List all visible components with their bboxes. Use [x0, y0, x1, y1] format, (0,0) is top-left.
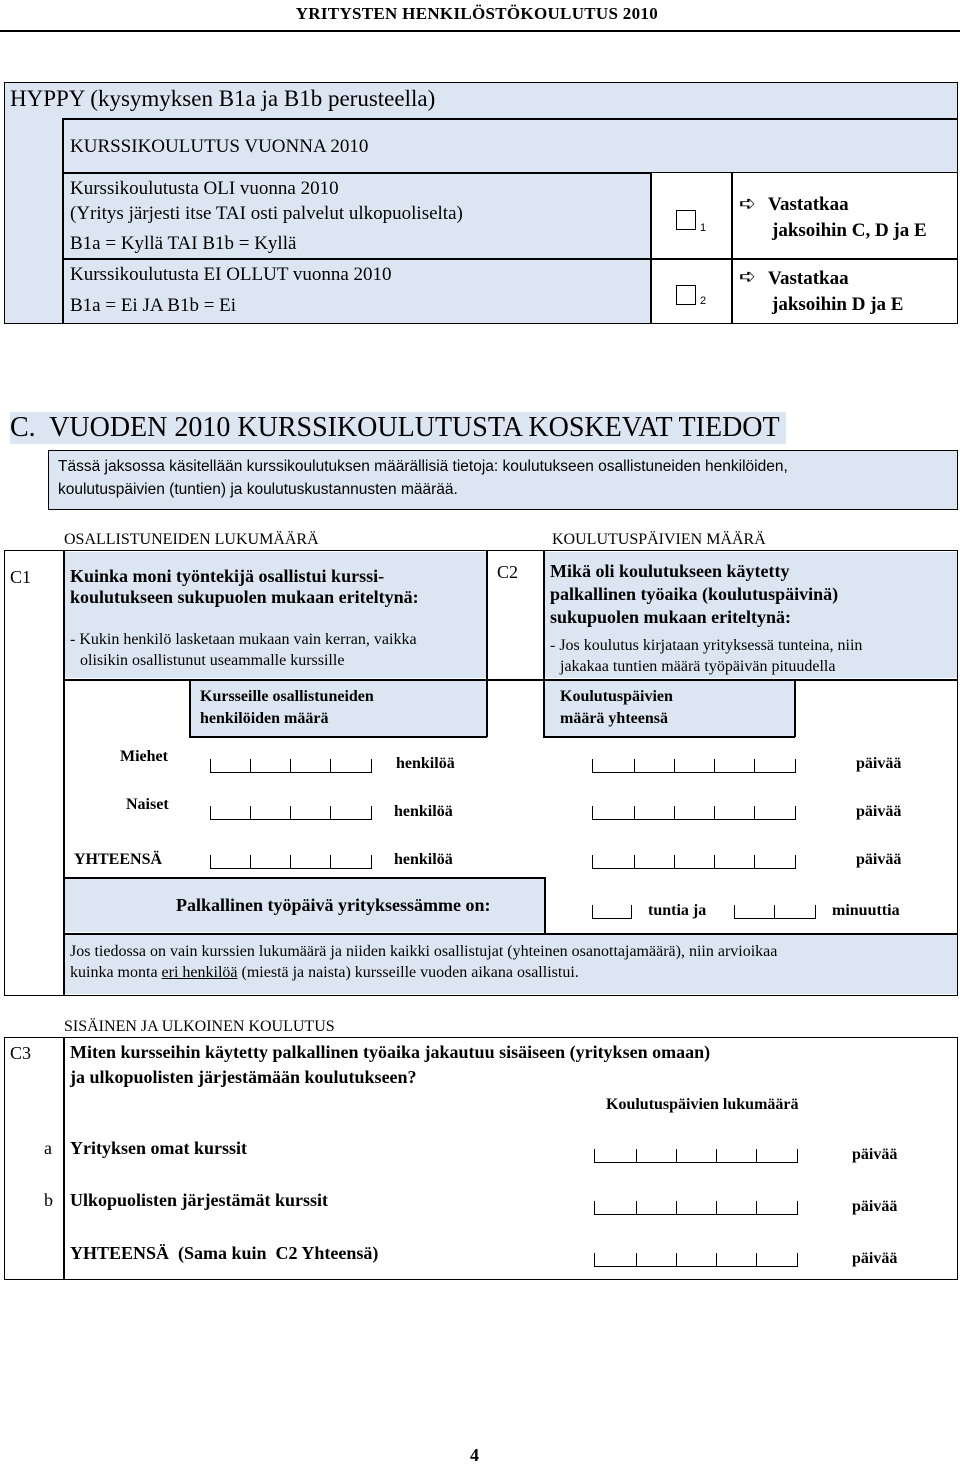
naiset-persons-unit: henkilöä: [394, 803, 453, 820]
c1-code: C1: [10, 567, 32, 587]
hyppy-opt1-action2: jaksoihin C, D ja E: [772, 220, 927, 241]
c3-question-line2: ja ulkopuolisten järjestämään koulutukseen?: [70, 1067, 417, 1087]
naiset-days-input[interactable]: [592, 804, 796, 820]
colhead-bottom-rule-2: [543, 736, 795, 738]
c2-note-line2: jakakaa tuntien määrä työpäivän pituudella: [560, 658, 836, 675]
hyppy-opt1-code: 1: [700, 222, 707, 234]
footnote-line2-underlined: eri henkilöä: [161, 964, 238, 981]
c2-column-header-line2: määrä yhteensä: [560, 710, 668, 727]
hyppy-opt1-action1: Vastatkaa: [768, 194, 849, 215]
hyppy-opt1-line2: (Yritys järjesti itse TAI osti palvelut ulkopuoliselta): [70, 203, 463, 224]
workday-right-rule: [544, 877, 546, 934]
c3-row-a-label: Yrityksen omat kurssit: [70, 1138, 248, 1158]
c3-left-rule: [63, 1037, 65, 1279]
c3-row-total-label: YHTEENSÄ (Sama kuin C2 Yhteensä): [70, 1243, 379, 1263]
page-header: YRITYSTEN HENKILÖSTÖKOULUTUS 2010: [295, 4, 658, 23]
hyppy-title-rule: [62, 118, 958, 120]
miehet-days-unit: päivää: [856, 755, 902, 772]
miehet-persons-input[interactable]: [210, 757, 372, 773]
c1-column-header-line2: henkilöiden määrä: [200, 710, 329, 727]
miehet-days-input[interactable]: [592, 757, 796, 773]
hyppy-divider-2: [731, 172, 733, 323]
c2-colhead-right: [794, 679, 796, 737]
footnote-line2-pre: kuinka monta: [70, 964, 162, 981]
row-label-yhteensa: YHTEENSÄ: [74, 851, 163, 868]
c1-question-line1: Kuinka moni työntekijä osallistui kurssi-: [70, 566, 385, 586]
c2-question-line1: Mikä oli koulutukseen käytetty: [550, 561, 790, 581]
c3-row-a-code: a: [44, 1138, 52, 1158]
hyppy-inner-left: [62, 118, 64, 323]
c3-question-line1: Miten kursseihin käytetty palkallinen työaika jakautuu sisäiseen (yrityksen omaan): [70, 1042, 711, 1062]
arrow-right-icon: ➪: [739, 264, 756, 288]
c3-row-b-unit: päivää: [852, 1198, 898, 1215]
c1-note-line1: - Kukin henkilö lasketaan mukaan vain kerran, vaikka: [70, 631, 417, 648]
page-number: 4: [470, 1445, 479, 1465]
workday-top-rule: [63, 877, 545, 879]
c3-code: C3: [10, 1043, 32, 1063]
c1-left-rule: [63, 550, 65, 995]
hyppy-mid-rule: [62, 258, 958, 260]
row-label-miehet: Miehet: [120, 748, 168, 765]
c1-c2-divider: [486, 550, 488, 680]
c3-row-a-unit: päivää: [852, 1146, 898, 1163]
c2-heading: KOULUTUSPÄIVIEN MÄÄRÄ: [552, 531, 766, 548]
footnote-line2: [70, 964, 579, 982]
c1-note-line2: olisikin osallistunut useammalle kurssille: [80, 652, 345, 669]
question-bottom-rule: [63, 679, 958, 681]
total-days-unit: päivää: [856, 851, 902, 868]
hyppy-opt2-line2: B1a = Ei JA B1b = Ei: [70, 295, 237, 316]
c3-external-courses-input[interactable]: [594, 1199, 798, 1215]
c1-colhead-right: [486, 679, 488, 737]
c2-colhead-left: [543, 679, 545, 737]
c2-question-line2: palkallinen työaika (koulutuspäivinä): [550, 584, 839, 604]
naiset-persons-input[interactable]: [210, 804, 372, 820]
section-intro-line1: Tässä jaksossa käsitellään kurssikoulutuksen määrällisiä tietoja: koulutukseen osallistuneiden henkilöiden,: [58, 458, 788, 475]
c3-total-input[interactable]: [594, 1251, 798, 1267]
workday-hours-label: tuntia ja: [648, 902, 707, 919]
c2-code: C2: [497, 562, 519, 582]
colhead-bottom-rule: [189, 736, 487, 738]
footnote-line2-post: (miestä ja naista) kursseille vuoden aikana osallistui.: [237, 964, 579, 981]
footnote-top-rule: [63, 933, 958, 935]
hyppy-title: HYPPY (kysymyksen B1a ja B1b perusteella): [10, 86, 436, 111]
total-persons-input[interactable]: [210, 853, 372, 869]
workday-minutes-input[interactable]: [734, 903, 816, 919]
naiset-days-unit: päivää: [856, 803, 902, 820]
c2-left-rule: [543, 550, 545, 680]
c3-column-header: Koulutuspäivien lukumäärä: [606, 1096, 799, 1113]
c3-own-courses-input[interactable]: [594, 1147, 798, 1163]
c2-column-header-line1: Koulutuspäivien: [560, 688, 673, 705]
c1-heading: OSALLISTUNEIDEN LUKUMÄÄRÄ: [64, 531, 319, 548]
c2-question-line3: sukupuolen mukaan eriteltynä:: [550, 607, 792, 627]
workday-minutes-label: minuuttia: [832, 902, 900, 919]
c3-row-b-label: Ulkopuolisten järjestämät kurssit: [70, 1190, 329, 1210]
hyppy-opt1-line3: B1a = Kyllä TAI B1b = Kyllä: [70, 233, 297, 254]
c1-question-line2: koulutukseen sukupuolen mukaan eriteltynä:: [70, 587, 419, 607]
c3-row-b-code: b: [44, 1190, 53, 1210]
workday-hours-input[interactable]: [592, 903, 632, 919]
section-title: C. VUODEN 2010 KURSSIKOULUTUSTA KOSKEVAT TIEDOT: [10, 412, 786, 444]
hyppy-opt2-line1: Kurssikoulutusta EI OLLUT vuonna 2010: [70, 264, 392, 285]
header-rule: [0, 30, 960, 32]
section-intro-line2: koulutuspäivien (tuntien) ja koulutuskustannusten määrää.: [58, 481, 458, 498]
total-persons-unit: henkilöä: [394, 851, 453, 868]
c1-column-header-line1: Kursseille osallistuneiden: [200, 688, 374, 705]
c2-note-line1: - Jos koulutus kirjataan yrityksessä tunteina, niin: [550, 637, 863, 654]
hyppy-opt2-action1: Vastatkaa: [768, 268, 849, 289]
hyppy-subtitle: KURSSIKOULUTUS VUONNA 2010: [70, 136, 369, 157]
c3-heading: SISÄINEN JA ULKOINEN KOULUTUS: [64, 1018, 335, 1035]
c1-colhead-left: [189, 679, 191, 737]
arrow-right-icon: ➪: [739, 191, 756, 215]
total-days-input[interactable]: [592, 853, 796, 869]
workday-label: Palkallinen työpäivä yrityksessämme on:: [176, 895, 491, 915]
hyppy-opt1-checkbox[interactable]: [676, 210, 696, 230]
miehet-persons-unit: henkilöä: [396, 755, 455, 772]
hyppy-opt2-code: 2: [700, 295, 707, 307]
c3-row-total-unit: päivää: [852, 1250, 898, 1267]
hyppy-opt1-line1: Kurssikoulutusta OLI vuonna 2010: [70, 178, 339, 199]
row-label-naiset: Naiset: [126, 796, 169, 813]
footnote-line1: Jos tiedossa on vain kurssien lukumäärä ja niiden kaikki osallistujat (yhteinen osanottajamäärä), niin arvioikaa: [70, 943, 778, 960]
hyppy-divider-1: [650, 172, 652, 323]
hyppy-opt2-checkbox[interactable]: [676, 285, 696, 305]
hyppy-opt2-action2: jaksoihin D ja E: [772, 294, 904, 315]
